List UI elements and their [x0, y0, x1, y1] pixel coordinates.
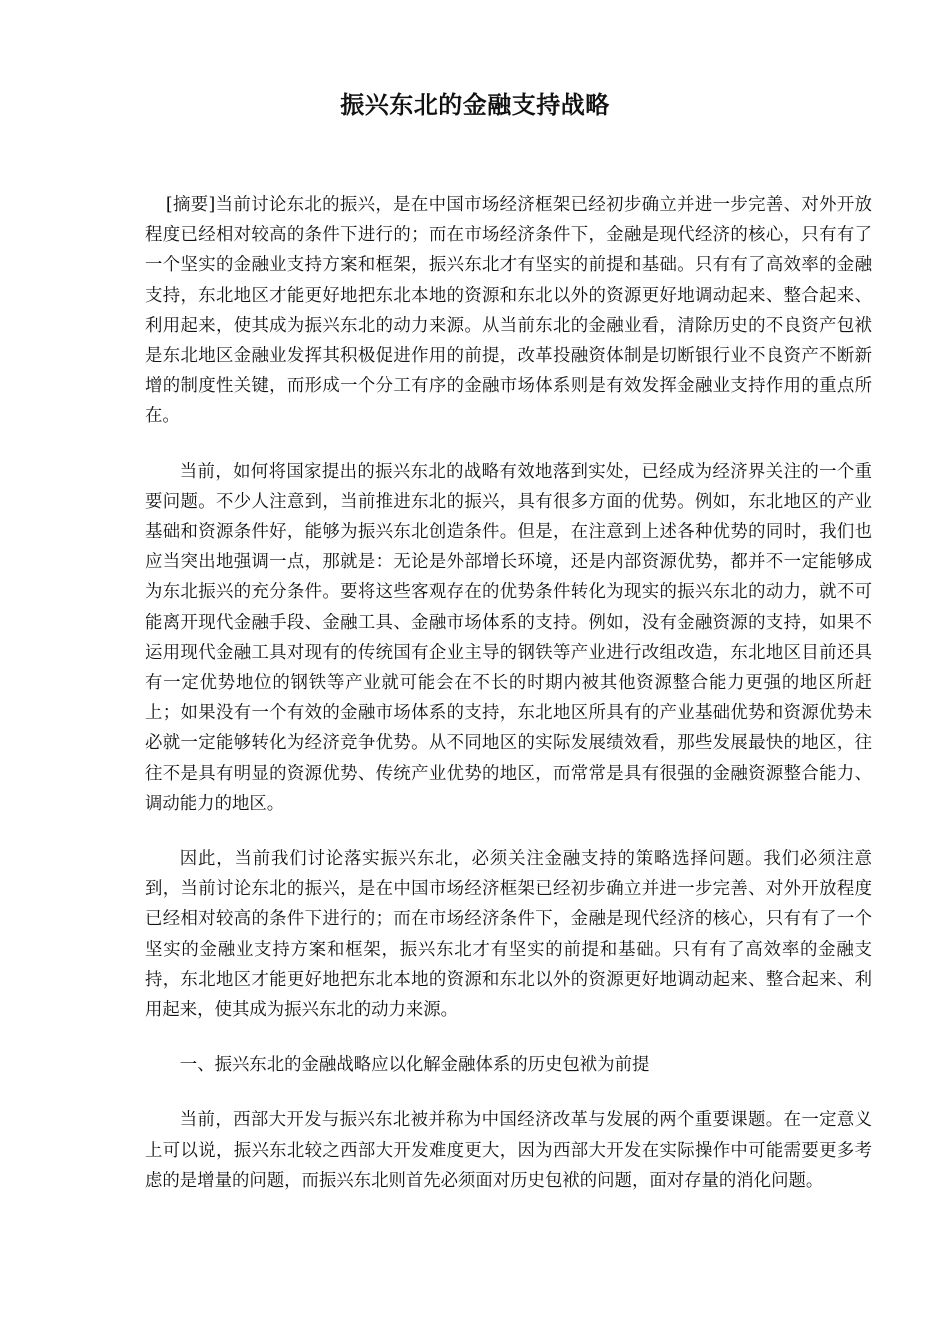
document-body: [145, 190, 872, 1221]
document-title: 振兴东北的金融支持战略: [340, 91, 610, 119]
body-paragraph-3: 当前，西部大开发与振兴东北被并称为中国经济改革与发展的两个重要课题。在一定意义上可以说，振兴东北较之西部大开发难度更大，因为西部大开发在实际操作中可能需要更多考虑的是增量的问题，而振兴东北则首先必须面对历史包袱的问题，面对存量的消化问题。: [145, 1110, 872, 1191]
body-paragraph-2: 因此，当前我们讨论落实振兴东北，必须关注金融支持的策略选择问题。我们必须注意到，当前讨论东北的振兴，是在中国市场经济框架已经初步确立并进一步完善、对外开放程度已经相对较高的条件下进行的；而在市场经济条件下，金融是现代经济的核心，只有有了一个坚实的金融业支持方案和框架，振兴东北才有坚实的前提和基础。只有有了高效率的金融支持，东北地区才能更好地把东北本地的资源和东北以外的资源更好地调动起来、整合起来、利用起来，使其成为振兴东北的动力来源。: [145, 849, 872, 1021]
section-heading-1: 一、振兴东北的金融战略应以化解金融体系的历史包袱为前提: [179, 1055, 650, 1076]
body-paragraph-1: 当前，如何将国家提出的振兴东北的战略有效地落到实处，已经成为经济界关注的一个重要问题。不少人注意到，当前推进东北的振兴，具有很多方面的优势。例如，东北地区的产业基础和资源条件好，能够为振兴东北创造条件。但是，在注意到上述各种优势的同时，我们也应当突出地强调一点，那就是：无论是外部增长环境，还是内部资源优势，都并不一定能够成为东北振兴的充分条件。要将这些客观存在的优势条件转化为现实的振兴东北的动力，就不可能离开现代金融手段、金融工具、金融市场体系的支持。例如，没有金融资源的支持，如果不运用现代金融工具对现有的传统国有企业主导的钢铁等产业进行改组改造，东北地区目前还具有一定优势地位的钢铁等产业就可能会在不长的时期内被其他资源整合能力更强的地区所赶上；如果没有一个有效的金融市场体系的支持，东北地区所具有的产业基础优势和资源优势未必就一定能够转化为经济竞争优势。从不同地区的实际发展绩效看，那些发展最快的地区，往往不是具有明显的资源优势、传统产业优势的地区，而常常是具有很强的金融资源整合能力、调动能力的地区。: [145, 461, 872, 814]
abstract-paragraph: [摘要]当前讨论东北的振兴，是在中国市场经济框架已经初步确立并进一步完善、对外开放程度已经相对较高的条件下进行的；而在市场经济条件下，金融是现代经济的核心，只有有了一个坚实的金融业支持方案和框架，振兴东北才有坚实的前提和基础。只有有了高效率的金融支持，东北地区才能更好地把东北本地的资源和东北以外的资源更好地调动起来、整合起来、利用起来，使其成为振兴东北的动力来源。从当前东北的金融业看，清除历史的不良资产包袱是东北地区金融业发挥其积极促进作用的前提，改革投融资体制是切断银行业不良资产不断新增的制度性关键，而形成一个分工有序的金融市场体系则是有效发挥金融业支持作用的重点所在。: [145, 195, 872, 427]
